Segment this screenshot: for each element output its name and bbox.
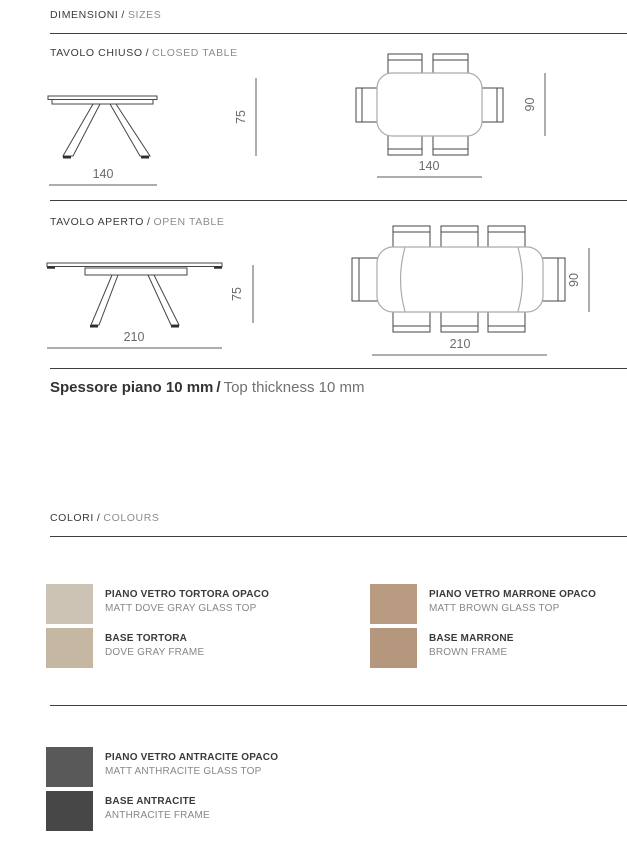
width-dimension	[47, 330, 222, 348]
open-table-title	[50, 216, 224, 228]
swatch-name-en: MATT ANTHRACITE GLASS TOP	[105, 765, 262, 777]
color-swatch-glass-marrone	[370, 584, 417, 624]
svg-text:90: 90	[567, 273, 581, 287]
thickness-note-en: Top thickness 10 mm	[223, 379, 365, 396]
width-dimension	[377, 159, 482, 177]
color-group-marrone	[370, 584, 596, 668]
color-swatch-glass-antracite	[46, 747, 93, 787]
svg-text:90: 90	[523, 97, 537, 112]
swatch-name-en: ANTHRACITE FRAME	[105, 809, 210, 821]
divider	[50, 200, 627, 201]
swatch-labels	[105, 628, 204, 668]
leg-foot	[90, 325, 98, 328]
page-title	[50, 9, 161, 21]
swatch-labels	[105, 584, 269, 624]
divider	[50, 33, 627, 34]
swatch-labels	[429, 628, 514, 668]
swatch-name-en: DOVE GRAY FRAME	[105, 646, 205, 658]
swatch-labels	[105, 747, 278, 787]
leg-foot	[141, 156, 149, 159]
swatch-name-it: PIANO VETRO MARRONE OPACO	[429, 589, 597, 600]
svg-text:140: 140	[92, 167, 114, 181]
svg-text:75: 75	[234, 110, 248, 124]
title-separator: /	[216, 379, 221, 396]
color-entry	[46, 791, 278, 831]
page-title-it: DIMENSIONI	[50, 9, 119, 21]
swatch-name-en: BROWN FRAME	[429, 646, 508, 658]
color-entry	[46, 584, 269, 624]
swatch-name-en: MATT DOVE GRAY GLASS TOP	[105, 602, 257, 614]
tabletop-extended	[47, 263, 222, 275]
svg-text:210: 210	[449, 337, 471, 351]
swatch-labels	[429, 584, 596, 624]
title-separator: /	[121, 9, 125, 21]
tabletop-outline	[377, 73, 482, 136]
svg-text:75: 75	[230, 287, 244, 301]
divider	[50, 705, 627, 706]
title-separator: /	[96, 512, 101, 524]
swatch-name-it: BASE ANTRACITE	[105, 796, 196, 807]
page-title-en: SIZES	[127, 9, 162, 21]
depth-dimension	[567, 248, 589, 312]
swatch-name-it: PIANO VETRO ANTRACITE OPACO	[105, 752, 279, 763]
color-entry	[46, 747, 278, 787]
colours-title	[50, 512, 160, 524]
depth-dimension	[523, 73, 545, 136]
color-swatch-base-antracite	[46, 791, 93, 831]
color-entry	[370, 628, 596, 668]
color-swatch-glass-tortora	[46, 584, 93, 624]
swatch-name-it: BASE MARRONE	[429, 633, 514, 644]
width-dimension	[372, 337, 547, 355]
color-group-antracite	[46, 747, 278, 831]
color-swatch-base-tortora	[46, 628, 93, 668]
svg-text:210: 210	[123, 330, 145, 344]
height-dimension	[234, 78, 256, 156]
color-group-tortora	[46, 584, 269, 668]
height-dimension	[230, 265, 253, 323]
color-entry	[370, 584, 596, 624]
open-table-title-en: OPEN TABLE	[153, 216, 225, 228]
closed-table-side-view-drawing	[44, 76, 269, 200]
open-table-top-view-drawing	[350, 218, 605, 368]
swatch-name-it: PIANO VETRO TORTORA OPACO	[105, 589, 270, 600]
colours-title-en: COLOURS	[103, 512, 160, 524]
table-legs	[63, 104, 150, 159]
swatch-labels	[105, 791, 210, 831]
table-legs	[90, 275, 179, 328]
closed-table-title	[50, 47, 238, 59]
open-table-title-it: TAVOLO APERTO	[50, 216, 144, 228]
closed-table-title-en: CLOSED TABLE	[152, 47, 238, 59]
thickness-note-it: Spessore piano 10 mm	[50, 379, 214, 396]
tabletop	[48, 96, 157, 104]
leaf-end-cap	[47, 267, 55, 269]
colours-title-it: COLORI	[50, 512, 94, 524]
top-thickness-note	[50, 379, 364, 396]
closed-table-title-it: TAVOLO CHIUSO	[50, 47, 143, 59]
closed-table-top-view-drawing	[350, 48, 580, 188]
swatch-name-en: MATT BROWN GLASS TOP	[429, 602, 560, 614]
swatch-name-it: BASE TORTORA	[105, 633, 188, 644]
leaf-end-cap	[214, 267, 222, 269]
width-dimension	[49, 167, 157, 185]
color-swatch-base-marrone	[370, 628, 417, 668]
open-table-side-view-drawing	[44, 245, 269, 360]
title-separator: /	[145, 47, 150, 59]
color-entry	[46, 628, 269, 668]
svg-text:140: 140	[418, 159, 440, 173]
leg-foot	[171, 325, 179, 328]
divider	[50, 536, 627, 537]
title-separator: /	[146, 216, 151, 228]
divider	[50, 368, 627, 369]
leg-foot	[63, 156, 71, 159]
